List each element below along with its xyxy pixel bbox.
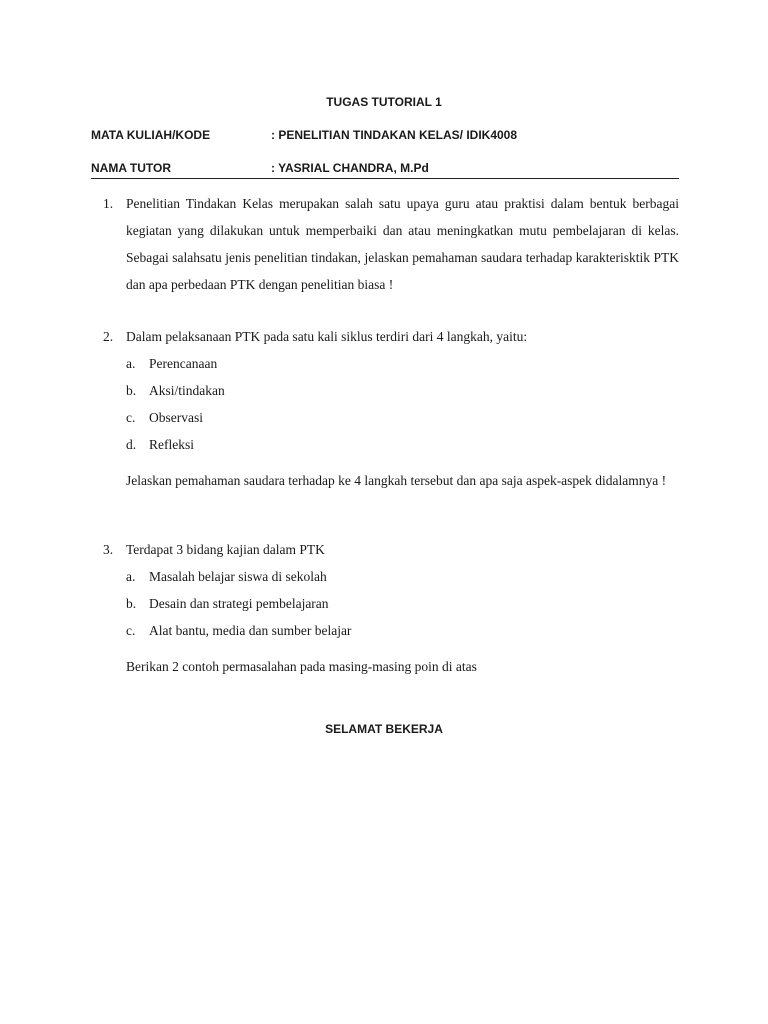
question-1 bbox=[103, 190, 679, 298]
document-title: TUGAS TUTORIAL 1 bbox=[326, 95, 442, 109]
option-letter: a. bbox=[126, 569, 136, 584]
option-text: Aksi/tindakan bbox=[149, 383, 225, 398]
list-item bbox=[126, 377, 679, 404]
question-number: 1. bbox=[103, 196, 114, 211]
question-followup: Jelaskan pemahaman saudara terhadap ke 4 langkah tersebut dan apa saja aspek-aspek didalamnya ! bbox=[126, 473, 667, 488]
course-value: : PENELITIAN TINDAKAN KELAS/ IDIK4008 bbox=[271, 128, 518, 142]
option-text: Masalah belajar siswa di sekolah bbox=[149, 569, 327, 584]
question-text: Dalam pelaksanaan PTK pada satu kali siklus terdiri dari 4 langkah, yaitu: bbox=[126, 329, 528, 344]
question-text: Terdapat 3 bidang kajian dalam PTK bbox=[126, 542, 325, 557]
option-letter: b. bbox=[126, 596, 137, 611]
list-item bbox=[126, 617, 679, 644]
option-text: Perencanaan bbox=[149, 356, 218, 371]
header-divider bbox=[91, 178, 679, 179]
question-3 bbox=[103, 536, 679, 680]
question-text: Penelitian Tindakan Kelas merupakan salah satu upaya guru atau praktisi dalam bentuk berbagai kegiatan yang dilakukan untuk memperbaiki dan atau meningkatkan mutu pembelajaran di kelas. Sebagai salahsatu jenis penelitian tindakan, jelaskan pemahaman saudara terhadap karakterisktik PTK dan apa perbedaan PTK dengan penelitian biasa ! bbox=[126, 196, 679, 292]
option-text: Refleksi bbox=[149, 437, 194, 452]
list-item bbox=[126, 590, 679, 617]
option-letter: c. bbox=[126, 623, 136, 638]
tutor-value: : YASRIAL CHANDRA, M.Pd bbox=[271, 161, 429, 175]
option-text: Desain dan strategi pembelajaran bbox=[149, 596, 329, 611]
question-followup: Berikan 2 contoh permasalahan pada masing-masing poin di atas bbox=[126, 659, 477, 674]
list-item bbox=[126, 404, 679, 431]
question-number: 2. bbox=[103, 329, 114, 344]
list-item bbox=[126, 431, 679, 458]
option-letter: b. bbox=[126, 383, 137, 398]
closing-text: SELAMAT BEKERJA bbox=[325, 722, 443, 736]
tutor-label: NAMA TUTOR bbox=[91, 161, 171, 175]
option-list bbox=[126, 563, 679, 644]
option-text: Observasi bbox=[149, 410, 203, 425]
option-letter: c. bbox=[126, 410, 136, 425]
list-item bbox=[126, 563, 679, 590]
course-label: MATA KULIAH/KODE bbox=[91, 128, 211, 142]
list-item bbox=[126, 350, 679, 377]
option-list bbox=[126, 350, 679, 458]
option-letter: d. bbox=[126, 437, 137, 452]
option-letter: a. bbox=[126, 356, 136, 371]
question-2 bbox=[103, 323, 679, 494]
option-text: Alat bantu, media dan sumber belajar bbox=[149, 623, 352, 638]
question-number: 3. bbox=[103, 542, 114, 557]
